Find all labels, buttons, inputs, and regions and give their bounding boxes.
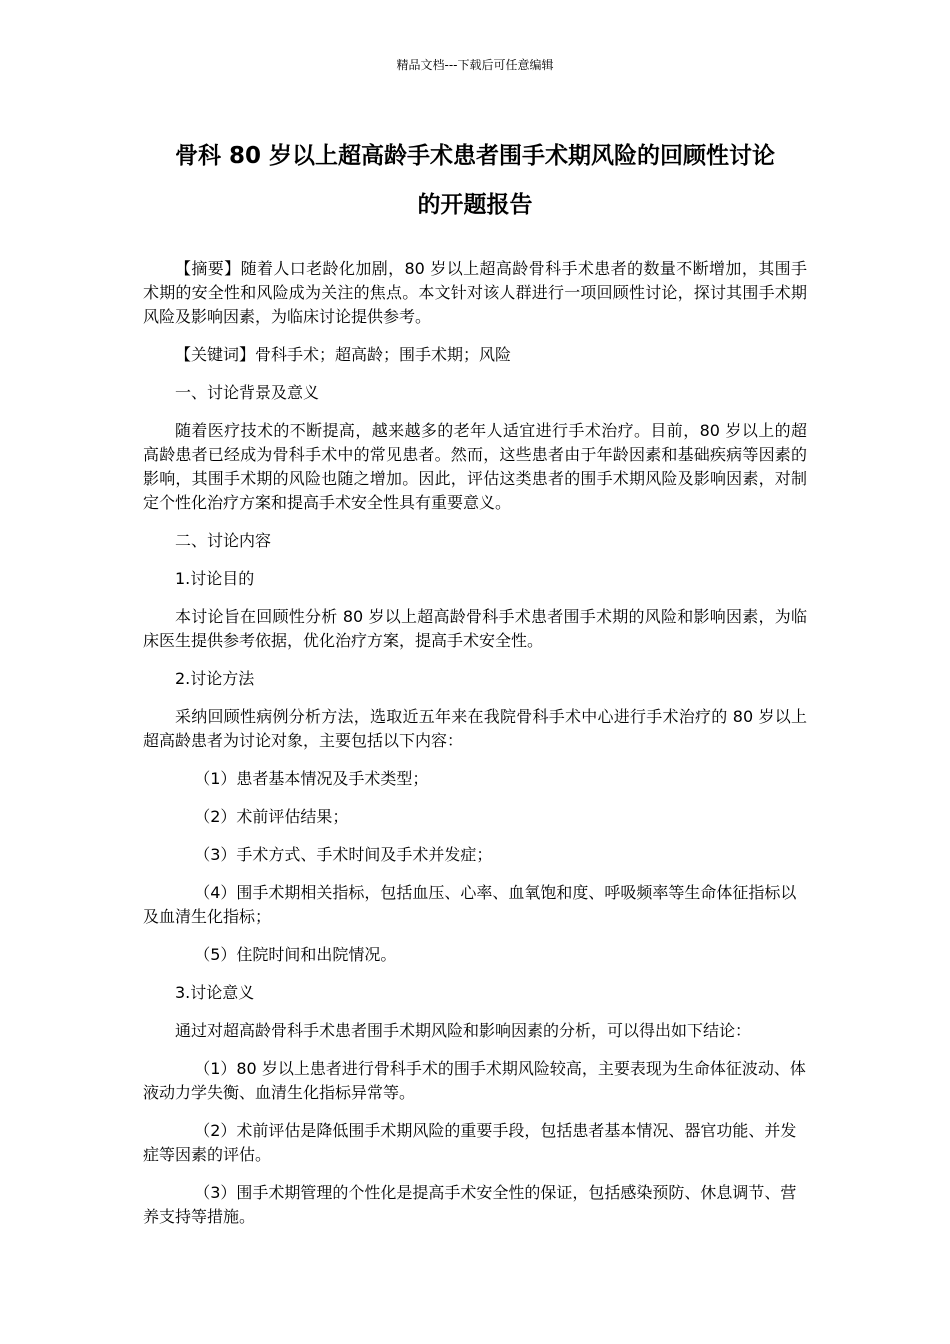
keywords-paragraph: 【关键词】骨科手术；超高龄；围手术期；风险 (175, 345, 512, 364)
method-item: （5）住院时间和出院情况。 (194, 945, 397, 964)
subsection-1-heading: 1.讨论目的 (175, 569, 255, 588)
subsection-3-heading: 3.讨论意义 (175, 983, 255, 1002)
subsection-2-text: 采纳回顾性病例分析方法，选取近五年来在我院骨科手术中心进行手术治疗的 80 岁以上超高龄患者为讨论对象，主要包括以下内容： (143, 707, 807, 750)
header-note: 精品文档---下载后可任意编辑 (396, 58, 554, 72)
section-1-heading: 一、讨论背景及意义 (175, 383, 320, 402)
abstract-paragraph: 【摘要】随着人口老龄化加剧，80 岁以上超高龄骨科手术患者的数量不断增加，其围手术期的安全性和风险成为关注的焦点。本文针对该人群进行一项回顾性讨论，探讨其围手术期风险及影响因素，为临床讨论提供参考。 (143, 259, 807, 326)
title-line-1: 骨科 80 岁以上超高龄手术患者围手术期风险的回顾性讨论 (174, 143, 776, 169)
section-2-heading: 二、讨论内容 (175, 531, 272, 550)
conclusion-item: （2）术前评估是降低围手术期风险的重要手段，包括患者基本情况、器官功能、并发症等因素的评估。 (143, 1121, 797, 1164)
section-1-text: 随着医疗技术的不断提高，越来越多的老年人适宜进行手术治疗。目前，80 岁以上的超高龄患者已经成为骨科手术中的常见患者。然而，这些患者由于年龄因素和基础疾病等因素的影响，其围手术期的风险也随之增加。因此，评估这类患者的围手术期风险及影响因素，对制定个性化治疗方案和提高手术安全性具有重要意义。 (143, 421, 807, 512)
subsection-2-heading: 2.讨论方法 (175, 669, 255, 688)
method-item: （4）围手术期相关指标，包括血压、心率、血氧饱和度、呼吸频率等生命体征指标以及血清生化指标； (143, 883, 797, 926)
conclusion-item: （1）80 岁以上患者进行骨科手术的围手术期风险较高，主要表现为生命体征波动、体液动力学失衡、血清生化指标异常等。 (143, 1059, 806, 1102)
method-item: （2）术前评估结果； (194, 807, 349, 826)
method-item: （3）手术方式、手术时间及手术并发症； (194, 845, 493, 864)
document-body (143, 257, 807, 1243)
method-item: （1）患者基本情况及手术类型； (194, 769, 429, 788)
document-title (143, 132, 807, 230)
title-line-2: 的开题报告 (417, 192, 533, 218)
subsection-1-text: 本讨论旨在回顾性分析 80 岁以上超高龄骨科手术患者围手术期的风险和影响因素，为临床医生提供参考依据，优化治疗方案，提高手术安全性。 (143, 607, 807, 650)
subsection-3-text: 通过对超高龄骨科手术患者围手术期风险和影响因素的分析，可以得出如下结论： (175, 1021, 752, 1040)
conclusion-item: （3）围手术期管理的个性化是提高手术安全性的保证，包括感染预防、休息调节、营养支持等措施。 (143, 1183, 797, 1226)
